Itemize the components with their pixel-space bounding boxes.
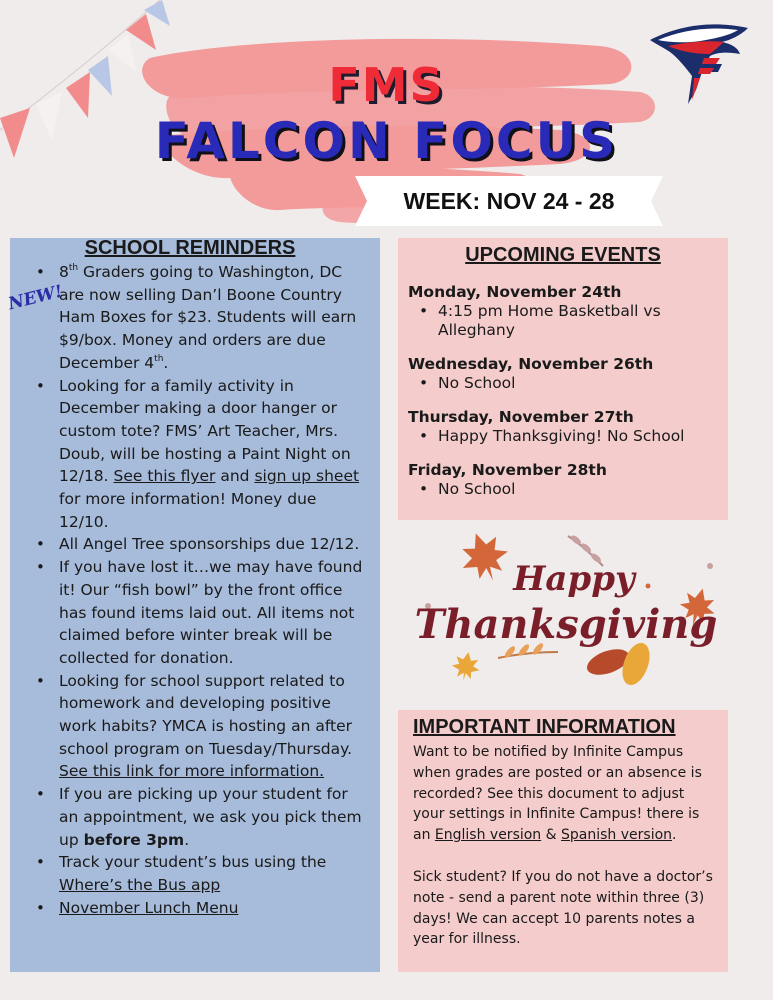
text: & — [541, 827, 562, 844]
happy-text: Happy — [513, 559, 635, 599]
text: and — [215, 467, 255, 486]
list-item — [10, 897, 380, 920]
lunch-menu-link[interactable]: November Lunch Menu — [59, 898, 239, 917]
text: Track your student’s bus using the — [59, 853, 327, 872]
event-item: • No School — [408, 374, 718, 393]
important-information-title: IMPORTANT INFORMATION — [413, 716, 676, 738]
list-item — [10, 783, 380, 851]
text: Looking for school support related to homework and developing positive work habits? YMCA is hosting an after school program on Tuesday/Thursday. — [59, 671, 353, 758]
maple-leaf-icon — [450, 650, 483, 683]
flyer-link[interactable]: See this flyer — [113, 467, 216, 486]
list-item — [10, 851, 380, 896]
upcoming-events-title: UPCOMING EVENTS — [465, 244, 661, 266]
event-day: Friday, November 28th — [408, 461, 607, 479]
event-day: Thursday, November 27th — [408, 408, 634, 426]
happy-thanksgiving-art — [398, 526, 734, 696]
sign-up-sheet-link[interactable]: sign up sheet — [254, 467, 360, 486]
event-item: • No School — [408, 480, 718, 499]
list-item — [10, 670, 380, 784]
school-reminders-title: SCHOOL REMINDERS — [84, 237, 296, 259]
title-falcon-focus: FALCON FOCUS — [154, 112, 619, 170]
wheres-the-bus-link[interactable]: Where’s the Bus app — [59, 875, 221, 894]
text: for more information! Money due 12/10. — [59, 490, 317, 531]
week-banner — [355, 176, 663, 226]
text: Want to be notified by Infinite Campus when grades are posted or an absence is recorded? See this document to adjust your settings in Infinite Campus! there is an — [413, 744, 702, 844]
event-day: Wednesday, November 26th — [408, 355, 654, 373]
text: . — [184, 830, 190, 849]
text: 8 — [59, 263, 69, 281]
list-item: • All Angel Tree sponsorships due 12/12. — [10, 533, 380, 556]
superscript: th — [154, 353, 164, 364]
spanish-version-link[interactable]: Spanish version — [561, 827, 673, 844]
event-day: Monday, November 24th — [408, 283, 622, 301]
new-tag: NEW! — [6, 281, 65, 315]
upcoming-events-panel — [398, 238, 728, 520]
list-item — [10, 261, 380, 375]
school-reminders-panel — [10, 238, 380, 972]
bold-text: before 3pm — [83, 830, 185, 849]
list-item — [10, 375, 380, 534]
text: Graders going to Washington, DC are now selling Dan’l Boone Country Ham Boxes for $23. Students will earn $9/box. Money and orders are due December 4 — [59, 263, 357, 372]
reminders-list — [10, 259, 380, 919]
title-fms: FMS — [328, 58, 445, 112]
infinite-campus-paragraph — [413, 742, 716, 846]
thanksgiving-text: Thanksgiving — [414, 601, 718, 648]
text: Looking for a family activity in December making a door hanger or custom tote? FMS’ Art Teacher, Mrs. Doub, will be hosting a Paint Night on 12/18. — [59, 376, 351, 486]
text: . — [672, 827, 677, 844]
superscript: th — [68, 263, 79, 273]
sick-student-paragraph: Sick student? If you do not have a doctor’s note - send a parent note within three (3) days! We can accept 10 parents notes a year for illness. — [413, 868, 713, 948]
event-item: • 4:15 pm Home Basketball vs Alleghany — [408, 302, 718, 340]
important-information-panel — [398, 710, 728, 972]
english-version-link[interactable]: English version — [434, 827, 542, 844]
list-item: • If you have lost it…we may have found it! Our “fish bowl” by the front office has found items laid out. All items not claimed before winter break will be collected for donation. — [10, 556, 380, 670]
ymca-info-link[interactable]: See this link for more information. — [59, 762, 325, 781]
maple-leaf-icon — [453, 526, 515, 589]
week-label: WEEK: NOV 24 - 28 — [403, 187, 615, 214]
text: If you are picking up your student for an appointment, we ask you pick them up — [59, 785, 362, 849]
event-item: • Happy Thanksgiving! No School — [408, 427, 718, 446]
text: . — [163, 353, 169, 372]
